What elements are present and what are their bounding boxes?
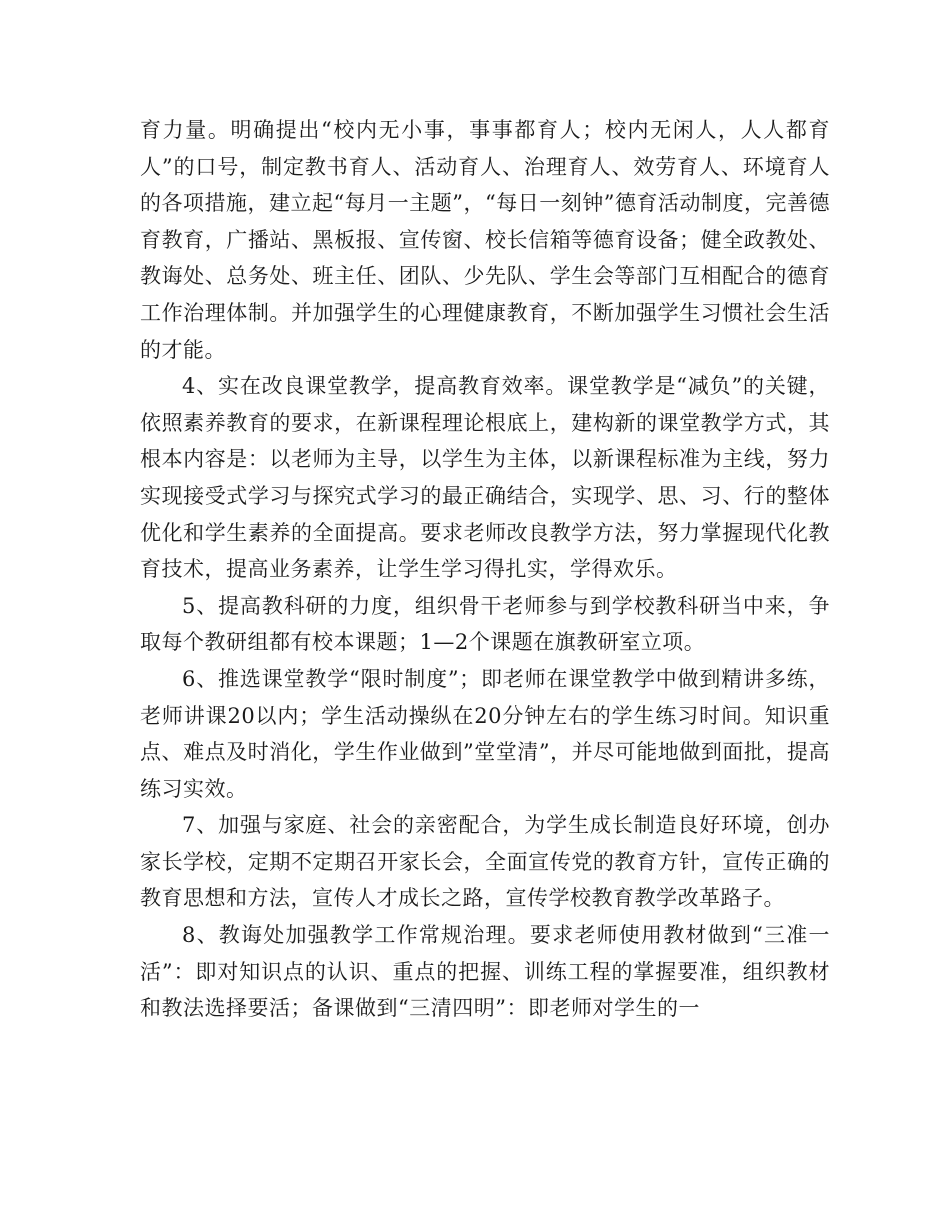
document-body bbox=[140, 112, 830, 1027]
paragraph-item-8: 8、教诲处加强教学工作常规治理。要求老师使用教材做到“三准一活”：即对知识点的认识、重点的把握、训练工程的掌握要准，组织教材和教法选择要活；备课做到“三清四明”：即老师对学生的一 bbox=[140, 923, 830, 1021]
paragraph-item-5: 5、提高教科研的力度，组织骨干老师参与到学校教科研当中来，争取每个教研组都有校本课题；1—2个课题在旗教研室立项。 bbox=[140, 593, 830, 655]
paragraph-item-4: 4、实在改良课堂教学，提高教育效率。课堂教学是“减负”的关键，依照素养教育的要求，在新课程理论根底上，建构新的课堂教学方式，其根本内容是：以老师为主导，以学生为主体，以新课程标准为主线，努力实现接受式学习与探究式学习的最正确结合，实现学、思、习、行的整体优化和学生素养的全面提高。要求老师改良教学方法，努力掌握现代化教育技术，提高业务素养，让学生学习得扎实，学得欢乐。 bbox=[140, 374, 830, 582]
paragraph-continued: 育力量。明确提出“校内无小事，事事都育人；校内无闲人，人人都育人”的口号，制定教书育人、活动育人、治理育人、效劳育人、环境育人的各项措施，建立起“每月一主题”，“每日一刻钟”德育活动制度，完善德育教育，广播站、黑板报、宣传窗、校长信箱等德育设备；健全政教处、教诲处、总务处、班主任、团队、少先队、学生会等部门互相配合的德育工作治理体制。并加强学生的心理健康教育，不断加强学生习惯社会生活的才能。 bbox=[140, 118, 830, 362]
paragraph-item-6: 6、推选课堂教学“限时制度”；即老师在课堂教学中做到精讲多练，老师讲课20以内；学生活动操纵在20分钟左右的学生练习时间。知识重点、难点及时消化，学生作业做到”堂堂清”，并尽可能地做到面批，提高练习实效。 bbox=[140, 666, 830, 801]
paragraph-item-7: 7、加强与家庭、社会的亲密配合，为学生成长制造良好环境，创办家长学校，定期不定期召开家长会，全面宣传党的教育方针，宣传正确的教育思想和方法，宣传人才成长之路，宣传学校教育教学改革路子。 bbox=[140, 813, 830, 911]
